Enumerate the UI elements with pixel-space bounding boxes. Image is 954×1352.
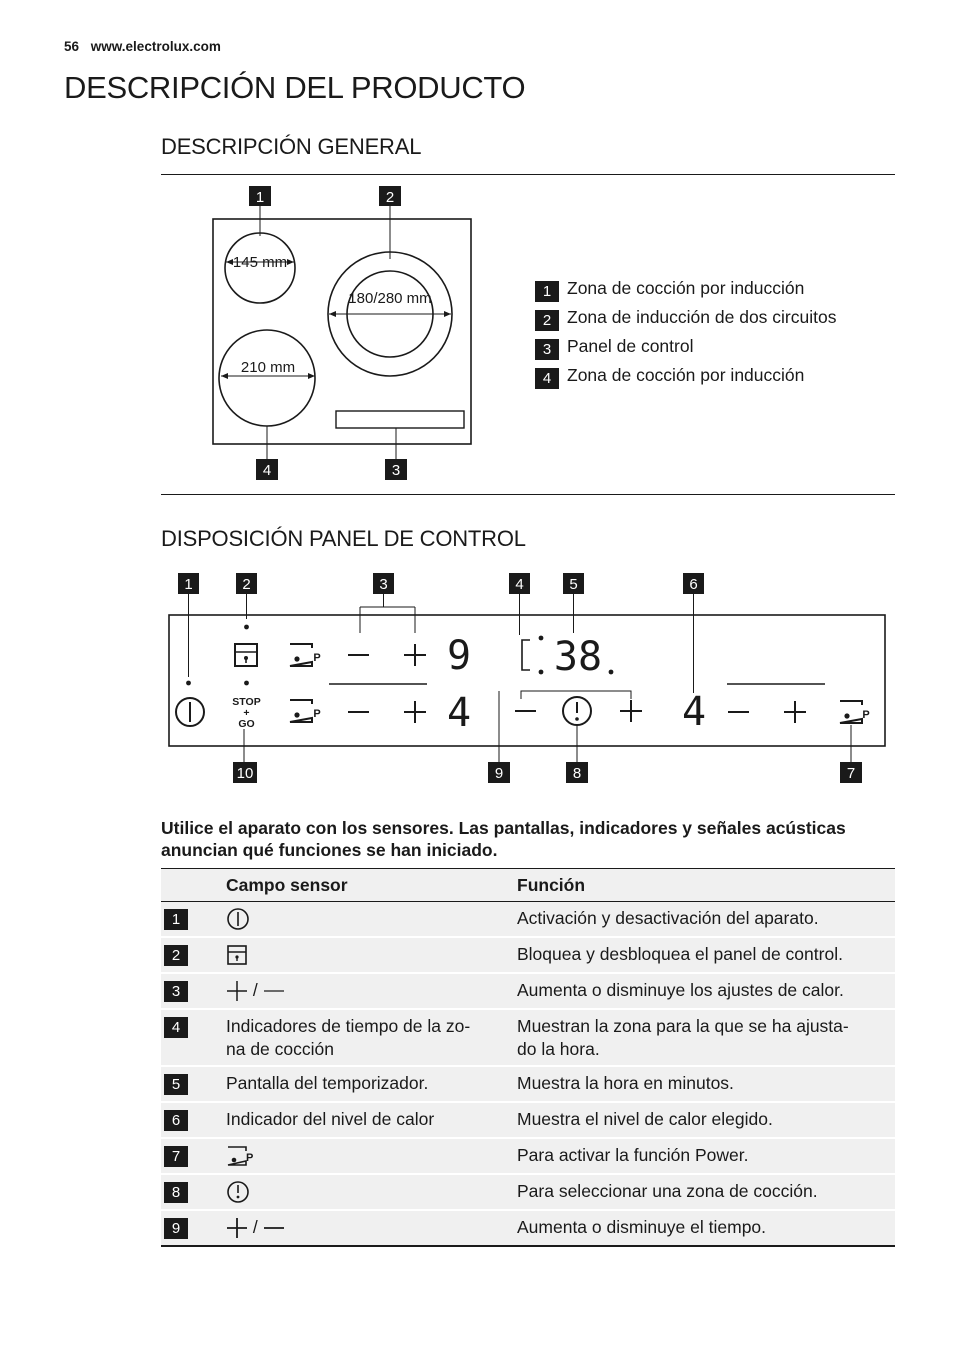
row-function: Bloquea y desbloquea el panel de control. [517,944,843,964]
svg-text:9: 9 [494,765,504,782]
row-number: 7 [164,1146,188,1167]
hob-outline [213,219,471,444]
row-sensor-text: Indicadores de tiempo de la zo- na de cocción [226,1016,471,1059]
table-row [161,1010,895,1067]
legend-number: 1 [535,281,559,302]
section-heading-general: DESCRIPCIÓN GENERAL [161,134,422,159]
plus-icon [226,980,248,1002]
col-header-function: Función [517,875,586,895]
legend-item [535,365,895,394]
zone-medium-circle [219,330,315,426]
legend-text: Zona de cocción por inducción [567,365,805,385]
row-function: Activación y desactivación del aparato. [517,908,819,928]
legend-text: Zona de inducción de dos circuitos [567,307,837,327]
power-boost-right-icon [840,701,862,723]
power-boost-icon [226,1145,256,1167]
row-number: 4 [164,1017,188,1038]
row-function: Muestra el nivel de calor elegido. [517,1109,773,1129]
power-icon [226,907,250,931]
section-heading-panel: DISPOSICIÓN PANEL DE CONTROL [161,526,526,551]
svg-text:4: 4 [515,576,524,593]
svg-text:1: 1 [184,576,193,593]
minus-icon [263,1217,285,1239]
row-number: 2 [164,945,188,966]
legend-item [535,278,895,307]
page-number: 56 [64,39,80,54]
svg-text:5: 5 [569,576,578,593]
panel-outline [169,615,885,746]
plus-icon [226,1217,248,1239]
svg-text:P: P [862,709,870,721]
legend-item [535,336,895,365]
svg-text:3: 3 [391,462,401,479]
page-title: DESCRIPCIÓN DEL PRODUCTO [64,70,526,105]
legend-text: Zona de cocción por inducción [567,278,805,298]
heat-level-right: 4 [681,689,707,735]
legend-item [535,307,895,336]
row-sensor-text: Pantalla del temporizador. [226,1073,429,1093]
control-panel-strip [336,411,464,428]
row-number: 8 [164,1182,188,1203]
row-number: 9 [164,1218,188,1239]
timer-zone-icon [226,1180,250,1204]
site-url: www.electrolux.com [90,39,221,54]
svg-text:6: 6 [689,576,698,593]
row-function: Aumenta o disminuye el tiempo. [517,1217,767,1237]
svg-text:7: 7 [846,765,856,782]
intro-text: Utilice el aparato con los sensores. Las pantallas, indicadores y señales acústicas anuncian qué funciones se han iniciado. [161,818,846,860]
table-row [161,1103,895,1139]
table-row [161,1067,895,1103]
table-row [161,974,895,1010]
plus-minus-separator: / [252,980,258,1000]
table-row [161,902,895,938]
col-header-sensor: Campo sensor [226,875,348,895]
power-boost-lower-icon [290,700,312,722]
svg-text:8: 8 [572,765,582,782]
sensor-table [161,868,895,1247]
row-function: Muestra la hora en minutos. [517,1073,734,1093]
legend-number: 3 [535,339,559,360]
row-sensor-text: Indicador del nivel de calor [226,1109,435,1129]
section-rule-top [161,174,895,175]
table-header [161,869,895,902]
stop-go-label: STOP [232,696,261,708]
hob-diagram [200,182,490,487]
row-number: 6 [164,1110,188,1131]
dim-label-small: 145 mm [232,254,288,271]
dim-label-medium: 210 mm [240,359,296,376]
row-function: Para activar la función Power. [517,1145,749,1165]
section-rule-bottom [161,494,895,495]
legend-number: 2 [535,310,559,331]
row-number: 5 [164,1074,188,1095]
svg-text:1: 1 [255,189,265,206]
heat-level-lower: 4 [446,690,472,736]
row-function: Aumenta o disminuye los ajustes de calor. [517,980,844,1000]
svg-text:+: + [243,707,250,719]
minus-icon [263,980,285,1002]
row-function: Para seleccionar una zona de cocción. [517,1181,818,1201]
svg-text:P: P [313,652,321,664]
legend-number: 4 [535,368,559,389]
dim-label-dual: 180/280 mm [348,290,432,307]
table-row [161,938,895,974]
plus-minus-separator: / [252,1217,258,1237]
row-number: 3 [164,981,188,1002]
svg-text:GO: GO [238,718,255,730]
table-row [161,1139,895,1175]
svg-text:2: 2 [385,189,395,206]
svg-text:P: P [313,708,321,720]
page-header [64,39,221,54]
svg-text:10: 10 [236,765,254,782]
power-boost-upper-icon [290,644,312,666]
table-row [161,1211,895,1247]
heat-level-upper: 9 [446,633,472,679]
svg-text:P: P [246,1152,254,1165]
row-number: 1 [164,909,188,930]
svg-text:4: 4 [262,462,272,479]
timer-display: 38 [553,634,603,680]
svg-text:3: 3 [379,576,388,593]
table-row [161,1175,895,1211]
svg-text:2: 2 [242,576,251,593]
legend-text: Panel de control [567,336,694,356]
control-panel-diagram [160,565,892,790]
diagram-legend [535,278,895,394]
row-function: Muestran la zona para la que se ha ajusta- do la hora. [517,1016,849,1059]
lock-icon [226,944,248,966]
